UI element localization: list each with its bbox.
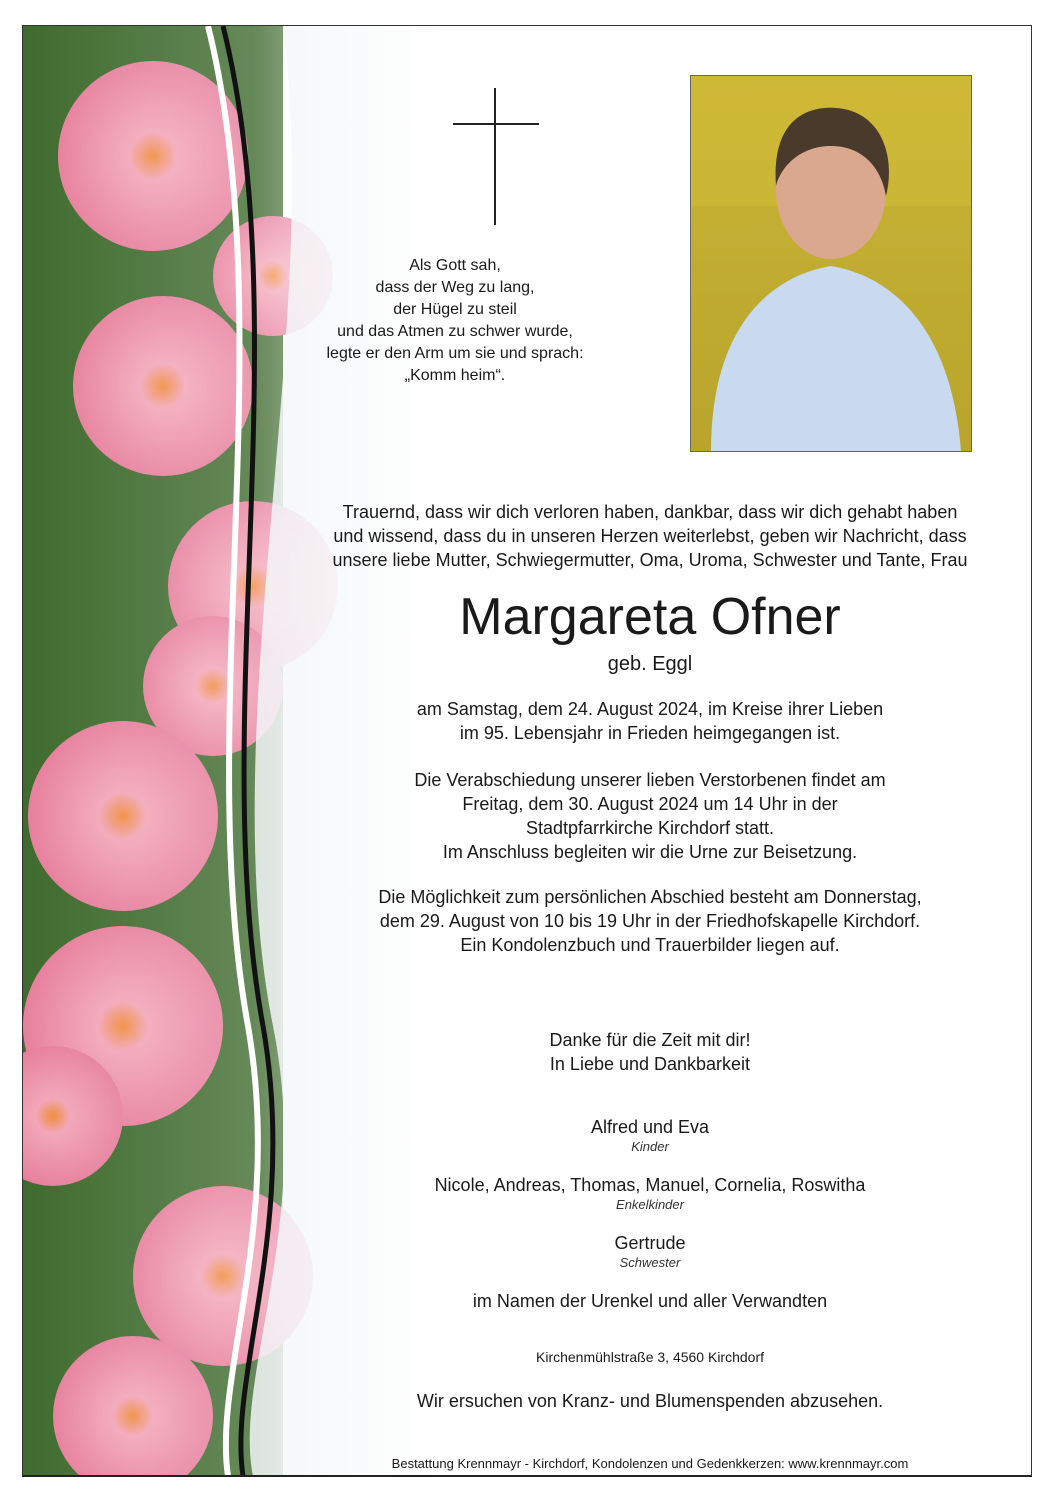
funeral-info [300, 768, 1000, 864]
poem-line: dass der Weg zu lang, [375, 279, 535, 296]
mourner-role: Kinder [631, 1139, 669, 1154]
funeral-line: Freitag, dem 30. August 2024 um 14 Uhr in der [462, 794, 838, 814]
address: Kirchenmühlstraße 3, 4560 Kirchdorf [536, 1349, 764, 1365]
farewell-line: Ein Kondolenzbuch und Trauerbilder liegen auf. [460, 935, 840, 955]
farewell-line: dem 29. August von 10 bis 19 Uhr in der Friedhofskapelle Kirchdorf. [379, 911, 921, 931]
footer: Bestattung Krennmayr - Kirchdorf, Kondolenzen und Gedenkkerzen: www.krennmayr.com [391, 1456, 909, 1471]
poem [305, 255, 605, 387]
funeral-line: Im Anschluss begleiten wir die Urne zur Beisetzung. [442, 842, 858, 862]
mourner-names: Nicole, Andreas, Thomas, Manuel, Cornelia, Roswitha [434, 1175, 866, 1195]
mourner-role: Enkelkinder [616, 1197, 684, 1212]
poem-line: der Hügel zu steil [393, 301, 517, 318]
farewell-info [300, 885, 1000, 957]
thanks-line: Danke für die Zeit mit dir! [549, 1030, 751, 1050]
intro-line: und wissend, dass du in unseren Herzen weiterlebst, geben wir Nachricht, dass [333, 526, 967, 546]
relatives: im Namen der Urenkel und aller Verwandten [472, 1291, 828, 1311]
death-notice [300, 697, 1000, 745]
flower-request: Wir ersuchen von Kranz- und Blumenspenden abzusehen. [416, 1391, 884, 1411]
poem-line: Als Gott sah, [409, 257, 501, 274]
poem-line: „Komm heim“. [404, 367, 506, 384]
portrait-photo [690, 75, 972, 452]
cross-icon-beam [453, 123, 539, 125]
thanks-line: In Liebe und Dankbarkeit [549, 1054, 751, 1074]
cross-icon [494, 88, 496, 225]
farewell-line: Die Möglichkeit zum persönlichen Abschied besteht am Donnerstag, [378, 887, 922, 907]
mourner-names: Gertrude [614, 1233, 686, 1253]
maiden-name: geb. Eggl [607, 653, 693, 675]
intro-text [300, 500, 1000, 572]
poem-line: legte er den Arm um sie und sprach: [326, 345, 584, 362]
mourner-group [300, 1231, 1000, 1271]
intro-line: Trauernd, dass wir dich verloren haben, dankbar, dass wir dich gehabt haben [342, 502, 958, 522]
mourner-names: Alfred und Eva [590, 1117, 710, 1137]
death-line: im 95. Lebensjahr in Frieden heimgegangen ist. [459, 723, 841, 743]
funeral-line: Stadtpfarrkirche Kirchdorf statt. [525, 818, 775, 838]
mourner-role: Schwester [619, 1255, 681, 1270]
funeral-line: Die Verabschiedung unserer lieben Verstorbenen findet am [414, 770, 886, 790]
deceased-name: Margareta Ofner [459, 588, 841, 646]
poem-line: und das Atmen zu schwer wurde, [337, 323, 573, 340]
death-line: am Samstag, dem 24. August 2024, im Kreise ihrer Lieben [416, 699, 884, 719]
mourner-group [300, 1173, 1000, 1213]
intro-line: unsere liebe Mutter, Schwiegermutter, Oma, Uroma, Schwester und Tante, Frau [332, 550, 968, 570]
mourner-group [300, 1115, 1000, 1155]
thanks [300, 1028, 1000, 1076]
